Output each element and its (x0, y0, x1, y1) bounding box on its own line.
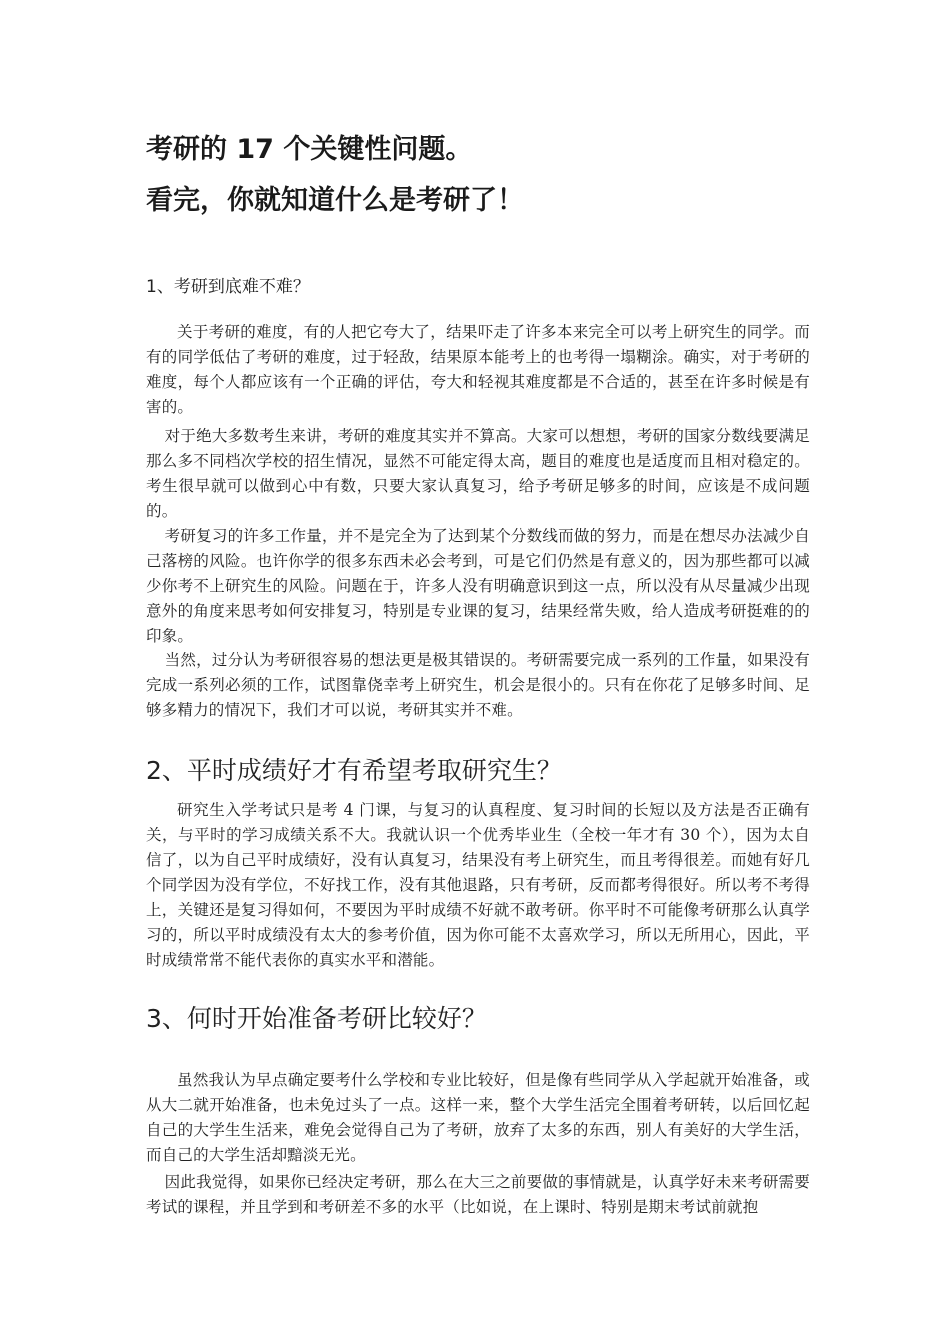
section-1-paragraph-4: 当然，过分认为考研很容易的想法更是极其错误的。考研需要完成一系列的工作量，如果没有完成一系列必须的工作，试图靠侥幸考上研究生，机会是很小的。只有在你花了足够多时间、足够多精力的情况下，我们才可以说，考研其实并不难。 (146, 651, 810, 719)
section-1-heading: 1、考研到底难不难？ (146, 277, 310, 297)
section-1-paragraph-3: 考研复习的许多工作量，并不是完全为了达到某个分数线而做的努力，而是在想尽办法减少自己落榜的风险。也许你学的很多东西未必会考到，可是它们仍然是有意义的，因为那些都可以减少你考不上研究生的风险。问题在于，许多人没有明确意识到这一点，所以没有从尽量减少出现意外的角度来思考如何安排复习，特别是专业课的复习，结果经常失败，给人造成考研挺难的的印象。 (146, 527, 810, 645)
section-3-paragraph-2: 因此我觉得，如果你已经决定考研，那么在大三之前要做的事情就是，认真学好未来考研需要考试的课程，并且学到和考研差不多的水平（比如说，在上课时、特别是期末考试前就抱 (146, 1173, 810, 1216)
section-3-paragraph-1: 虽然我认为早点确定要考什么学校和专业比较好，但是像有些同学从入学起就开始准备，或从大二就开始准备，也未免过头了一点。这样一来，整个大学生活完全围着考研转，以后回忆起自己的大学生生活来，难免会觉得自己为了考研，放弃了太多的东西，别人有美好的大学生活，而自己的大学生活却黯淡无光。 (146, 1071, 810, 1164)
section-2-paragraph-1: 研究生入学考试只是考 4 门课，与复习的认真程度、复习时间的长短以及方法是否正确有关，与平时的学习成绩关系不大。我就认识一个优秀毕业生（全校一年才有 30 个），因为太自信了，以为自己平时成绩好，没有认真复习，结果没有考上研究生，而且考得很差。而她有好几个同学因为没有学位，不好找工作，没有其他退路，只有考研，反而都考得很好。所以考不考得上，关键还是复习得如何，不要因为平时成绩不好就不敢考研。你平时不可能像考研那么认真学习的，所以平时成绩没有太大的参考价值，因为你可能不太喜欢学习，所以无所用心，因此，平时成绩常常不能代表你的真实水平和潜能。 (146, 801, 810, 969)
document-title-line1: 考研的 17 个关键性问题。 (146, 134, 473, 165)
section-2-heading: 2、平时成绩好才有希望考取研究生？ (146, 756, 562, 785)
document-title-line2: 看完，你就知道什么是考研了！ (146, 185, 524, 216)
section-3-heading: 3、何时开始准备考研比较好？ (146, 1004, 487, 1033)
section-1-paragraph-1: 关于考研的难度，有的人把它夸大了，结果吓走了许多本来完全可以考上研究生的同学。而有的同学低估了考研的难度，过于轻敌，结果原本能考上的也考得一塌糊涂。确实，对于考研的难度，每个人都应该有一个正确的评估，夸大和轻视其难度都是不合适的，甚至在许多时候是有害的。 (146, 323, 810, 416)
section-1-paragraph-2: 对于绝大多数考生来讲，考研的难度其实并不算高。大家可以想想，考研的国家分数线要满足那么多不同档次学校的招生情况，显然不可能定得太高，题目的难度也是适度而且相对稳定的。考生很早就可以做到心中有数，只要大家认真复习，给予考研足够多的时间，应该是不成问题的。 (146, 427, 810, 520)
